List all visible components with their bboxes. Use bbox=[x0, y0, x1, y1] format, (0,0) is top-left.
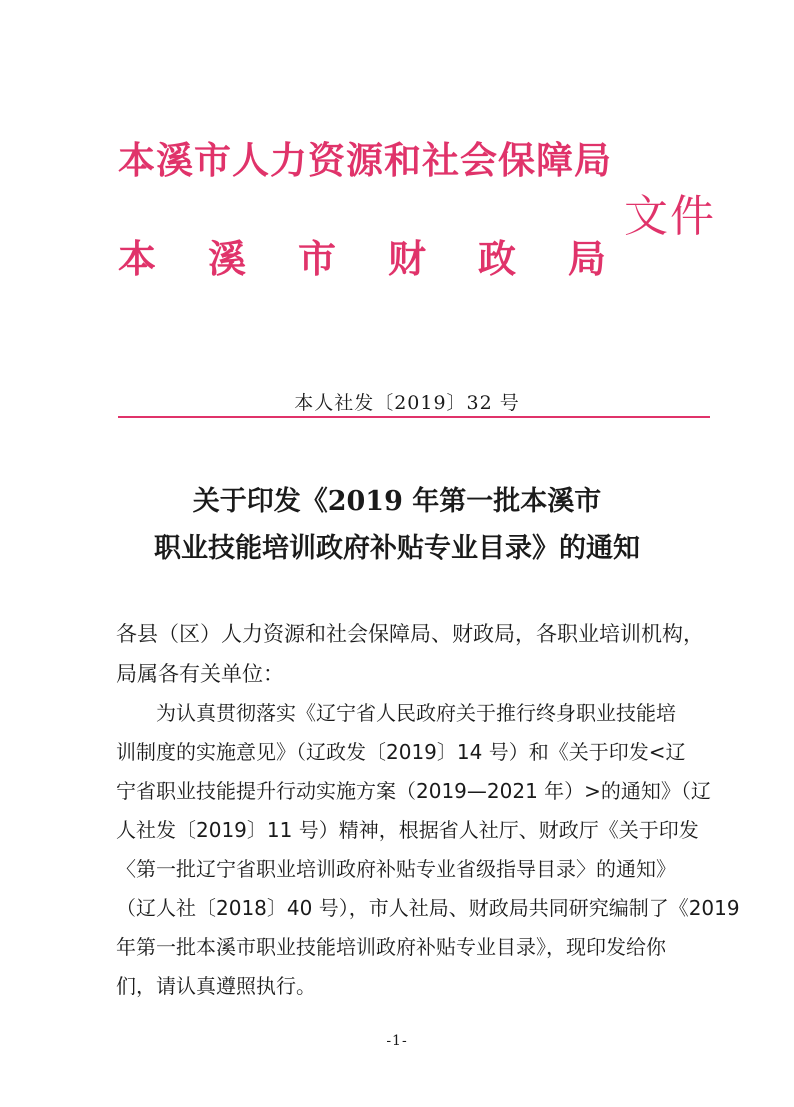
issuer-char: 政 bbox=[477, 237, 516, 281]
page-number: -1- bbox=[386, 1033, 408, 1049]
body-line: 人社发〔2019〕11 号）精神，根据省人社厅、财政厅《关于印发 bbox=[116, 818, 699, 842]
issuer-name-finance-bureau bbox=[118, 228, 606, 283]
title-line-2: 职业技能培训政府补贴专业目录》的通知 bbox=[154, 533, 640, 564]
issuer-char: 财 bbox=[387, 237, 426, 281]
issuer-char: 局 bbox=[567, 237, 606, 281]
issuer-char: 溪 bbox=[207, 237, 246, 281]
issuer-char: 市 bbox=[297, 237, 336, 281]
body-paragraph bbox=[116, 694, 740, 1006]
body-line: （辽人社〔2018〕40 号），市人社局、财政局共同研究编制了《2019 bbox=[116, 896, 740, 920]
document-title bbox=[0, 478, 794, 572]
body-line: 们，请认真遵照执行。 bbox=[116, 974, 316, 998]
red-divider bbox=[118, 416, 710, 418]
title-line-1: 关于印发《2019 年第一批本溪市 bbox=[192, 486, 602, 517]
body-line: 训制度的实施意见》（辽政发〔2019〕14 号）和《关于印发<辽 bbox=[116, 740, 686, 764]
body-line: 宁省职业技能提升行动实施方案（2019—2021 年）>的通知》（辽 bbox=[116, 779, 711, 803]
salutation-line-2: 局属各有关单位： bbox=[116, 662, 284, 686]
salutation-line-1: 各县（区）人力资源和社会保障局、财政局，各职业培训机构， bbox=[116, 622, 704, 646]
body-line: 〈第一批辽宁省职业培训政府补贴专业省级指导目录〉的通知》 bbox=[116, 857, 676, 881]
issuer-name-hr-bureau: 本溪市人力资源和社会保障局 bbox=[118, 139, 612, 182]
issuer-char: 本 bbox=[118, 237, 157, 281]
body-line: 为认真贯彻落实《辽宁省人民政府关于推行终身职业技能培 bbox=[156, 701, 676, 725]
document-number: 本人社发〔2019〕32 号 bbox=[294, 392, 520, 414]
body-line: 年第一批本溪市职业技能培训政府补贴专业目录》，现印发给你 bbox=[116, 935, 666, 959]
salutation bbox=[116, 614, 716, 694]
file-label: 文件 bbox=[624, 191, 716, 242]
